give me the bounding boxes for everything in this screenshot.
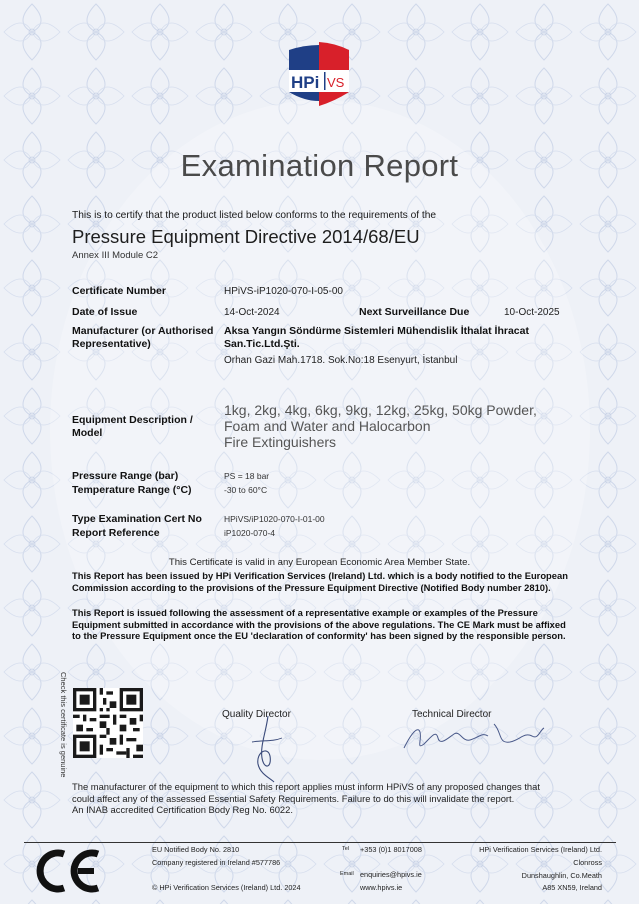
equipment-label-1: Equipment Description / xyxy=(72,414,193,426)
type-cert-label: Type Examination Cert No xyxy=(72,513,202,525)
change-notice-line-3: An INAB accredited Certification Body Reg No. 6022. xyxy=(72,804,293,816)
equipment-line-2: Foam and Water and Halocarbon xyxy=(224,418,431,434)
next-surveillance-value: 10-Oct-2025 xyxy=(504,307,560,318)
technical-director-label: Technical Director xyxy=(412,709,492,720)
tel-label: Tel xyxy=(342,846,350,852)
technical-director-signature xyxy=(398,718,546,758)
address-line-3: Dunshaughlin, Co.Meath xyxy=(521,871,602,880)
manufacturer-address: Orhan Gazi Mah.1718. Sok.No:18 Esenyurt, İstanbul xyxy=(224,355,458,366)
equipment-line-1: 1kg, 2kg, 4kg, 6kg, 9kg, 12kg, 25kg, 50kg Powder, xyxy=(224,402,537,418)
manufacturer-label-2: Representative) xyxy=(72,338,151,350)
type-cert-value: HPiVS/iP1020-070-I-01-00 xyxy=(224,514,325,524)
equipment-label-2: Model xyxy=(72,427,103,439)
intro-text: This is to certify that the product listed below conforms to the requirements of the xyxy=(72,210,437,221)
website-link[interactable]: www.hpivs.ie xyxy=(360,883,403,892)
svg-text:VS: VS xyxy=(327,75,345,90)
directive-title: Pressure Equipment Directive 2014/68/EU xyxy=(72,226,420,247)
telephone[interactable]: +353 (0)1 8017008 xyxy=(360,845,422,854)
date-of-issue-label: Date of Issue xyxy=(72,306,138,318)
validity-statement: This Certificate is valid in any European Economic Area Member State. xyxy=(168,557,471,568)
equipment-line-3: Fire Extinguishers xyxy=(224,434,337,450)
change-notice xyxy=(72,781,592,816)
report-reference-value: iP1020-070-4 xyxy=(224,528,276,538)
company-registration: Company registered in Ireland #577786 xyxy=(152,858,281,867)
copyright: © HPi Verification Services (Ireland) Ltd. 2024 xyxy=(152,883,301,892)
temperature-range-label: Temperature Range (°C) xyxy=(72,484,192,496)
change-notice-line-2: could affect any of the assessed Essential Safety Requirements. Failure to do this will invalidate the report. xyxy=(72,792,515,804)
ce-mark xyxy=(34,848,102,894)
change-notice-line-1: The manufacturer of the equipment to which this report applies must inform HPiVS of any proposed changes that xyxy=(72,781,540,792)
hpivs-logo xyxy=(283,40,355,122)
quality-director-signature xyxy=(238,712,298,784)
address-line-1: HPi Verification Services (Ireland) Ltd. xyxy=(479,845,602,854)
svg-text:HPi: HPi xyxy=(291,73,320,92)
address-line-2: Clonross xyxy=(573,858,602,867)
email-label: Email xyxy=(340,871,354,877)
manufacturer-name-2: San.Tic.Ltd.Şti. xyxy=(224,338,300,350)
certificate-number-label: Certificate Number xyxy=(72,285,166,297)
annex-text: Annex III Module C2 xyxy=(72,250,159,261)
notified-body-number: EU Notified Body No. 2810 xyxy=(152,845,240,854)
certificate-number-value: HPiVS-iP1020-070-I-05-00 xyxy=(224,286,343,297)
temperature-range-value: -30 to 60°C xyxy=(224,485,268,495)
assessment-paragraph: This Report is issued following the assessment of a representative example or examples of the Pressure Equipment submitted in accordance with the provisions of the above regulations. The CE Mark must be affixed to the Pressure Equipment once the EU 'declaration of conformity' has been signed by the responsible person. xyxy=(72,607,566,641)
notified-body-paragraph: This Report has been issued by HPi Verification Services (Ireland) Ltd. which is a body notified to the European Commission according to the provisions of the Pressure Equipment Directive (Notified Body number 2810). xyxy=(72,570,568,593)
quality-director-label: Quality Director xyxy=(222,709,291,720)
address-line-4: A85 XN59, Ireland xyxy=(542,883,602,892)
pressure-range-label: Pressure Range (bar) xyxy=(72,470,179,482)
manufacturer-label-1: Manufacturer (or Authorised xyxy=(72,325,214,337)
manufacturer-name-1: Aksa Yangın Söndürme Sistemleri Mühendislik İthalat İhracat xyxy=(224,325,529,337)
report-reference-label: Report Reference xyxy=(72,527,160,539)
check-certificate-label: Check this certificate is genuine xyxy=(59,672,68,778)
pressure-range-value: PS = 18 bar xyxy=(224,471,270,481)
check-certificate-text xyxy=(56,672,68,790)
next-surveillance-label: Next Surveillance Due xyxy=(359,306,470,318)
email-link[interactable]: enquiries@hpivs.ie xyxy=(360,870,422,879)
date-of-issue-value: 14-Oct-2024 xyxy=(224,307,280,318)
page-title: Examination Report xyxy=(180,148,459,183)
qr-code[interactable] xyxy=(73,688,143,758)
